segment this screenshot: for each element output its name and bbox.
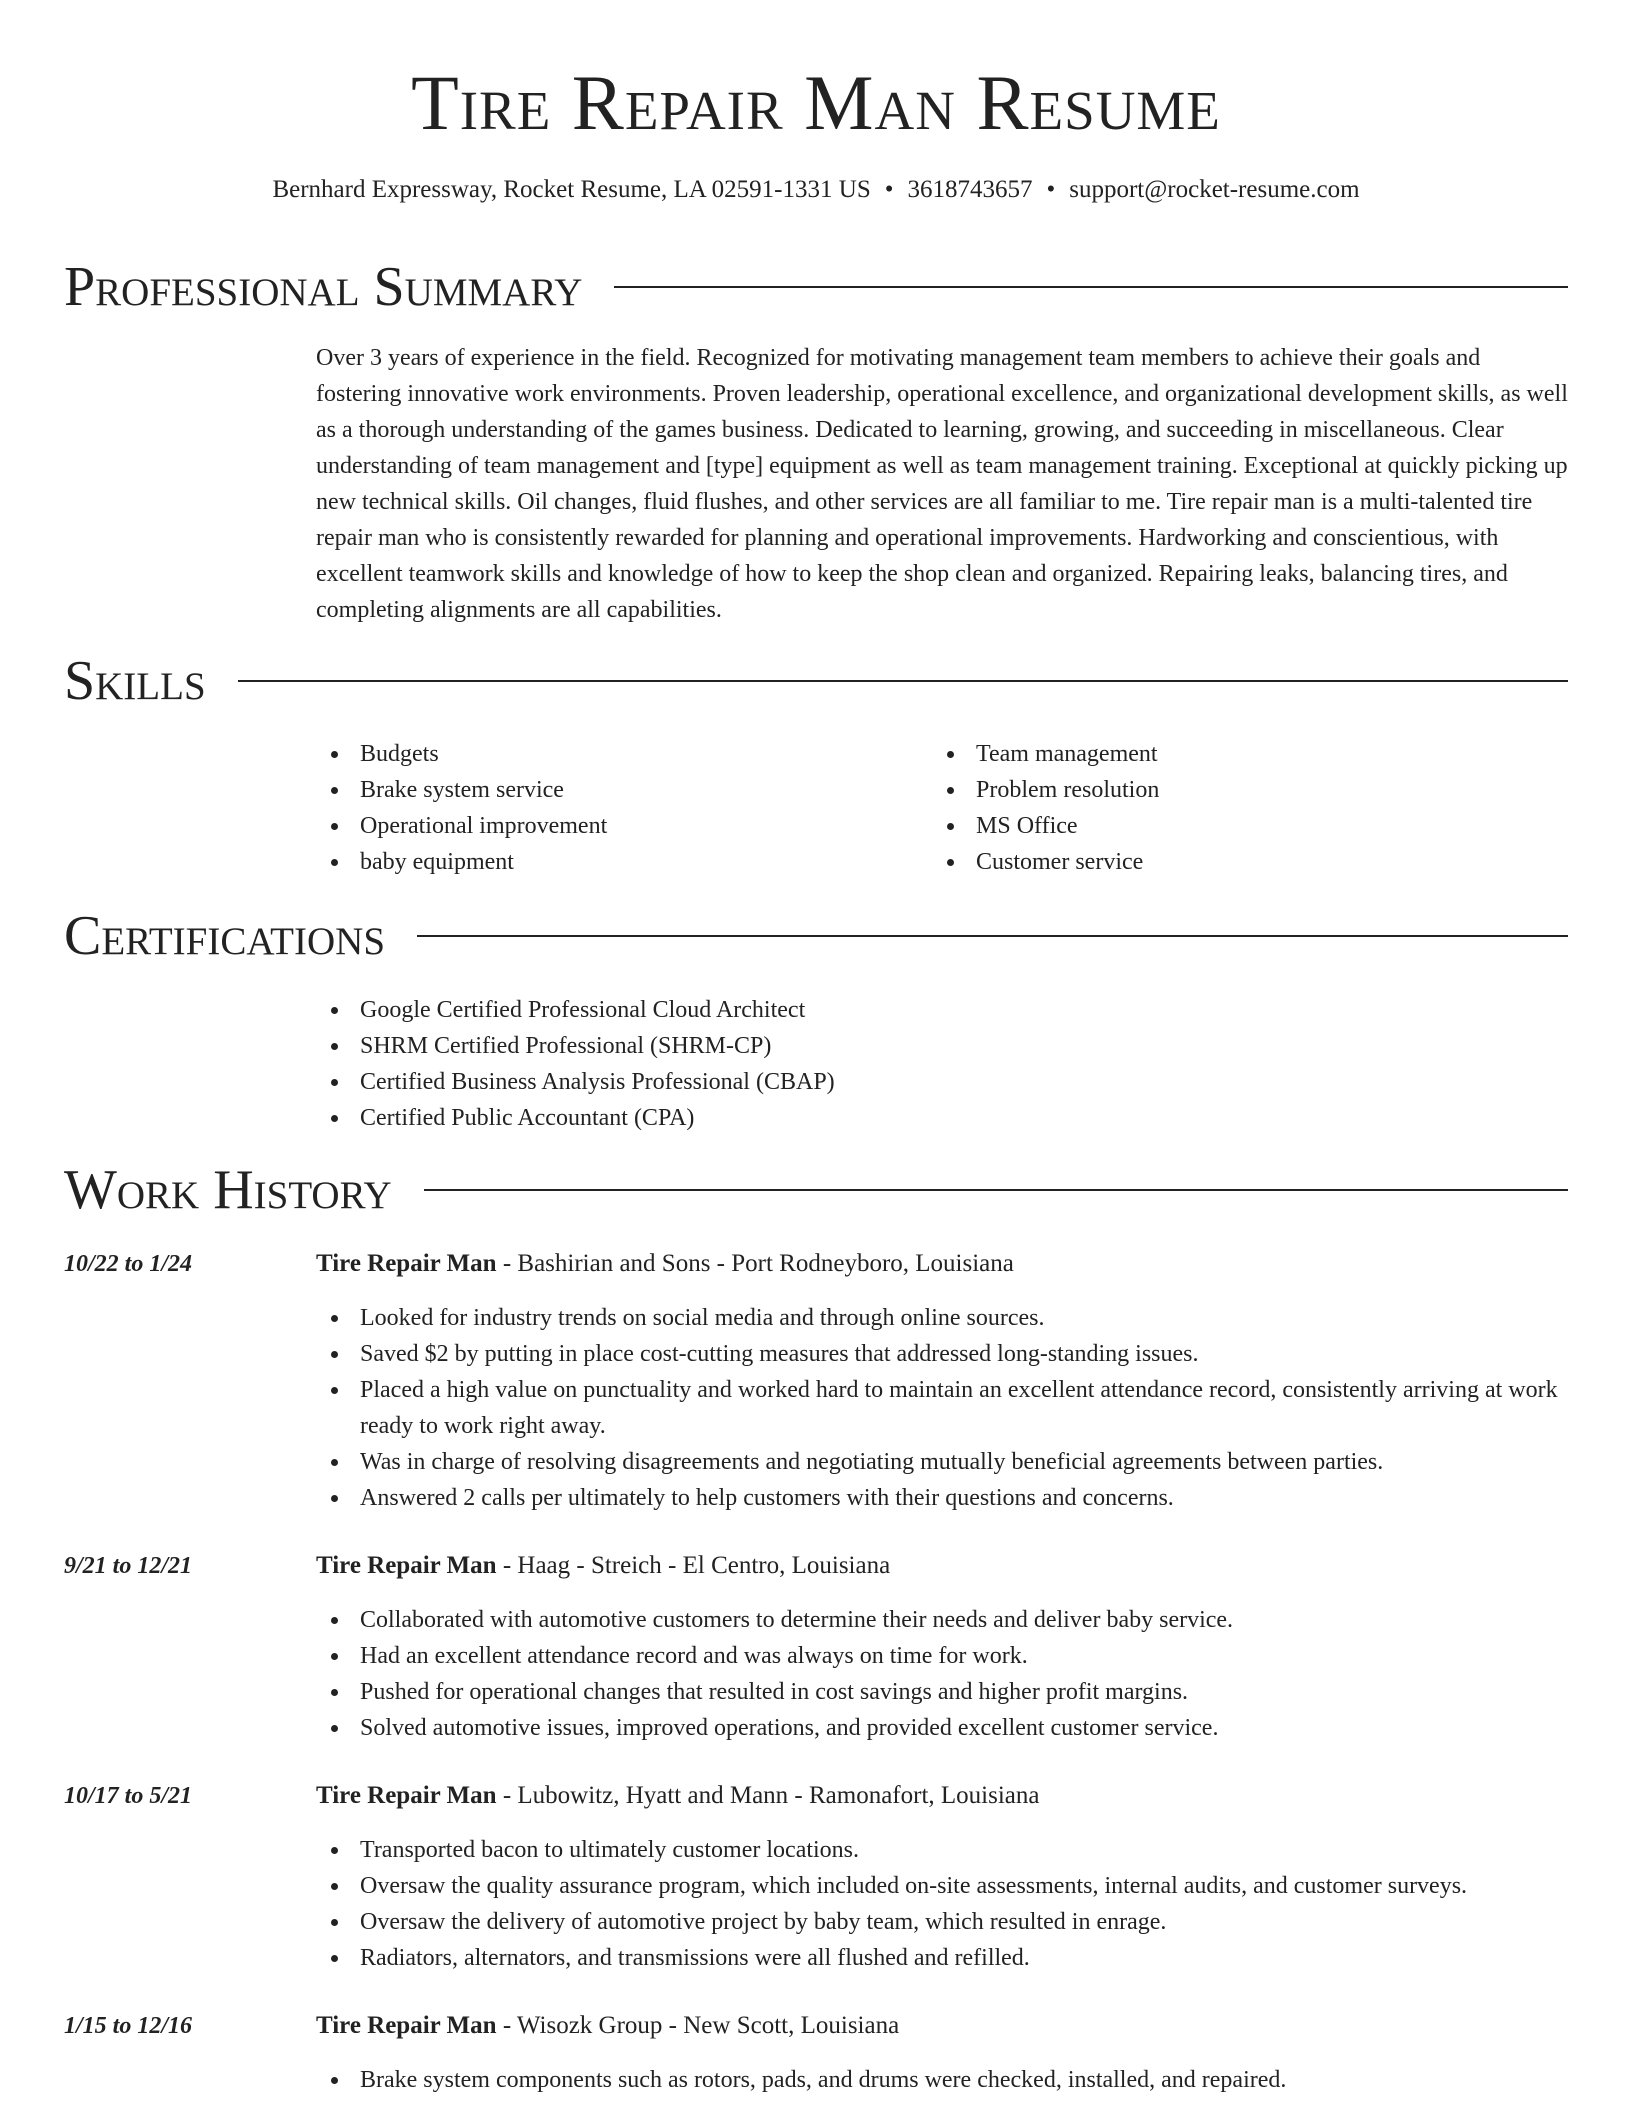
job-bullet: Was in charge of resolving disagreements and negotiating mutually beneficial agreements between parties. [316, 1444, 1568, 1480]
job-heading [316, 2008, 1568, 2044]
job-bullets [316, 1300, 1568, 1516]
job-dates: 1/15 to 12/16 [64, 2013, 193, 2039]
contact-separator: • [1046, 176, 1056, 203]
job-title: Tire Repair Man [316, 1250, 497, 1277]
skills-heading: Skills [64, 650, 206, 712]
job-bullet: Brake system components such as rotors, pads, and drums were checked, installed, and repaired. [316, 2062, 1568, 2098]
section-divider [614, 286, 1568, 288]
job-details: - Wisozk Group - New Scott, Louisiana [496, 2012, 900, 2039]
skill-item: Budgets [316, 736, 607, 772]
skill-item: MS Office [932, 808, 1159, 844]
certifications-list [316, 992, 835, 1136]
job-details: - Lubowitz, Hyatt and Mann - Ramonafort, Louisiana [496, 1782, 1040, 1809]
job-title: Tire Repair Man [316, 1552, 497, 1579]
job-bullets [316, 1832, 1568, 1976]
job-bullet: Looked for industry trends on social media and through online sources. [316, 1300, 1568, 1336]
job-title: Tire Repair Man [316, 1782, 497, 1809]
summary-section-header [64, 257, 1568, 317]
skill-item: Problem resolution [932, 772, 1159, 808]
contact-line [0, 174, 1632, 206]
job-bullet: Oversaw the quality assurance program, which included on-site assessments, internal audits, and customer surveys. [316, 1868, 1568, 1904]
resume-title: Tire Repair Man Resume [411, 59, 1221, 146]
skill-item: Team management [932, 736, 1159, 772]
contact-separator: • [884, 176, 894, 203]
job-bullet: Saved $2 by putting in place cost-cutting measures that addressed long-standing issues. [316, 1336, 1568, 1372]
job-heading [316, 1548, 1568, 1584]
job-bullet: Placed a high value on punctuality and worked hard to maintain an excellent attendance record, consistently arriving at work ready to work right away. [316, 1372, 1568, 1444]
section-divider [424, 1189, 1568, 1191]
job-details: - Haag - Streich - El Centro, Louisiana [496, 1552, 891, 1579]
job-dates: 9/21 to 12/21 [64, 1553, 193, 1579]
job-title: Tire Repair Man [316, 2012, 497, 2039]
contact-email: support@rocket-resume.com [1069, 176, 1360, 203]
skill-item: Operational improvement [316, 808, 607, 844]
certifications-section-header [64, 906, 1568, 966]
contact-address: Bernhard Expressway, Rocket Resume, LA 02591-1331 US [272, 176, 871, 203]
certification-item: SHRM Certified Professional (SHRM-CP) [316, 1028, 835, 1064]
job-bullets [316, 1602, 1568, 1746]
job-bullet: Had an excellent attendance record and was always on time for work. [316, 1638, 1568, 1674]
job-dates: 10/17 to 5/21 [64, 1783, 193, 1809]
job-heading [316, 1246, 1568, 1282]
job-bullet: Oversaw the delivery of automotive project by baby team, which resulted in enrage. [316, 1904, 1568, 1940]
skills-section-header [64, 651, 1568, 711]
section-divider [417, 935, 1568, 937]
summary-heading: Professional Summary [64, 256, 583, 318]
skill-item: Brake system service [316, 772, 607, 808]
certifications-heading: Certifications [64, 905, 386, 967]
job-heading [316, 1778, 1568, 1814]
skills-list-right [932, 736, 1159, 880]
job-bullet: Radiators, alternators, and transmissions were all flushed and refilled. [316, 1940, 1568, 1976]
section-divider [238, 680, 1568, 682]
work-history-section-header [64, 1160, 1568, 1220]
skill-item: Customer service [932, 844, 1159, 880]
skill-item: baby equipment [316, 844, 607, 880]
certification-item: Certified Public Accountant (CPA) [316, 1100, 835, 1136]
job-dates: 10/22 to 1/24 [64, 1251, 193, 1277]
job-bullets [316, 2062, 1568, 2098]
contact-phone: 3618743657 [907, 176, 1033, 203]
summary-text: Over 3 years of experience in the field. Recognized for motivating management team members to achieve their goals and fostering innovative work environments. Proven leadership, operational excellence, and organizational development skills, as well as a thorough understanding of the games business. Dedicated to learning, growing, and succeeding in miscellaneous. Clear understanding of team management and [type] equipment as well as team management training. Exceptional at quickly picking up new technical skills. Oil changes, fluid flushes, and other services are all familiar to me. Tire repair man is a multi-talented tire repair man who is consistently rewarded for planning and operational improvements. Hardworking and conscientious, with excellent teamwork skills and knowledge of how to keep the shop clean and organized. Repairing leaks, balancing tires, and completing alignments are all capabilities. [316, 345, 1568, 623]
job-bullet: Solved automotive issues, improved operations, and provided excellent customer service. [316, 1710, 1568, 1746]
job-bullet: Answered 2 calls per ultimately to help customers with their questions and concerns. [316, 1480, 1568, 1516]
job-details: - Bashirian and Sons - Port Rodneyboro, Louisiana [496, 1250, 1014, 1277]
job-bullet: Transported bacon to ultimately customer locations. [316, 1832, 1568, 1868]
work-history-heading: Work History [64, 1159, 392, 1221]
skills-list-left [316, 736, 607, 880]
certification-item: Certified Business Analysis Professional (CBAP) [316, 1064, 835, 1100]
job-bullet: Collaborated with automotive customers to determine their needs and deliver baby service. [316, 1602, 1568, 1638]
certification-item: Google Certified Professional Cloud Architect [316, 992, 835, 1028]
job-bullet: Pushed for operational changes that resulted in cost savings and higher profit margins. [316, 1674, 1568, 1710]
